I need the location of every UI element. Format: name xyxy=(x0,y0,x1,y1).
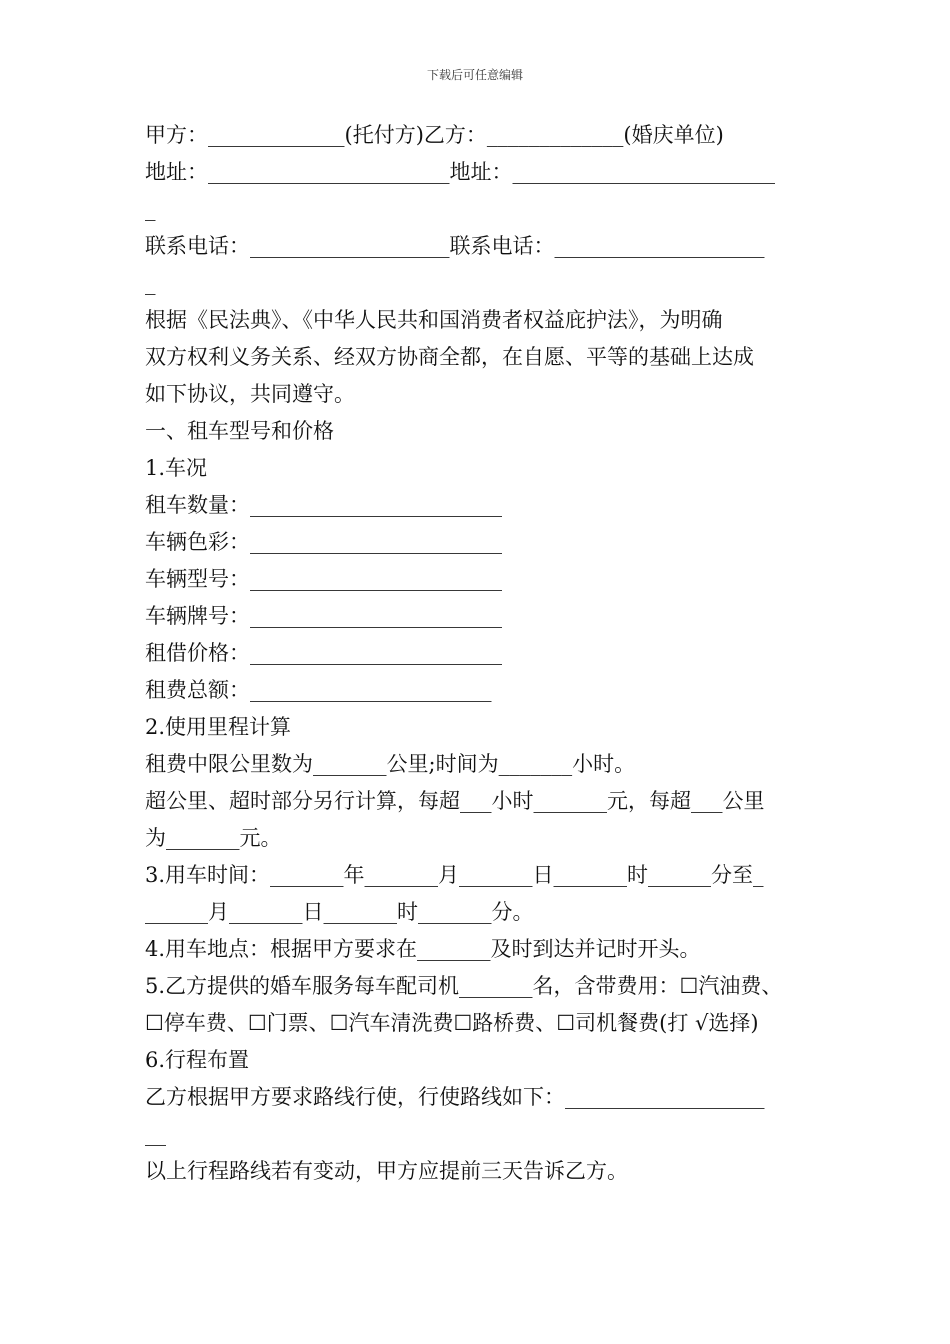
field-total-fee: 租费总额：_______________________ xyxy=(145,678,492,702)
field-rental-price: 租借价格：________________________ xyxy=(145,641,502,665)
field-license-plate: 车辆牌号：________________________ xyxy=(145,604,502,628)
page-header-note: 下载后可任意编辑 xyxy=(426,68,523,82)
field-rental-quantity: 租车数量：________________________ xyxy=(145,493,502,517)
overtime-line-1: 超公里、超时部分另行计算，每超___小时_______元，每超___公里 xyxy=(145,789,765,813)
field-vehicle-color: 车辆色彩：________________________ xyxy=(145,530,502,554)
phone-line: 联系电话：___________________联系电话：____________________ xyxy=(145,234,765,258)
subsection-itinerary: 6.行程布置 xyxy=(145,1048,250,1072)
subsection-mileage: 2.使用里程计算 xyxy=(145,715,292,739)
service-fees-line-1: 5.乙方提供的婚车服务每车配司机_______名，含带费用：☐汽油费、 xyxy=(145,974,783,998)
preamble-line-1: 根据《民法典》、《中华人民共和国消费者权益庇护法》，为明确 xyxy=(145,308,723,332)
route-line-overflow: __ xyxy=(145,1122,166,1146)
section-heading-1: 一、租车型号和价格 xyxy=(145,419,334,443)
party-a-b-line: 甲方：_____________(托付方)乙方：_____________(婚庆单位) xyxy=(145,123,724,147)
route-change-notice: 以上行程路线若有变动，甲方应提前三天告诉乙方。 xyxy=(145,1159,628,1183)
preamble-line-2: 双方权利义务关系、经双方协商全都，在自愿、平等的基础上达成 xyxy=(145,345,754,369)
service-fees-line-2: ☐停车费、☐门票、☐汽车清洗费☐路桥费、☐司机餐费(打 √选择) xyxy=(145,1011,759,1035)
usage-time-line-1: 3.用车时间：_______年_______月_______日_______时______分至_ xyxy=(145,863,764,887)
overtime-line-2: 为_______元。 xyxy=(145,826,282,850)
usage-time-line-2: ______月_______日_______时_______分。 xyxy=(145,900,534,924)
phone-line-overflow: _ xyxy=(145,271,156,295)
address-line-overflow: _ xyxy=(145,197,156,221)
mileage-limit-line: 租费中限公里数为_______公里;时间为_______小时。 xyxy=(145,752,636,776)
address-line: 地址：_______________________地址：_________________________ xyxy=(145,160,775,184)
usage-location-line: 4.用车地点：根据甲方要求在_______及时到达并记时开头。 xyxy=(145,937,701,961)
field-vehicle-model: 车辆型号：________________________ xyxy=(145,567,502,591)
contract-body xyxy=(145,117,815,1190)
preamble-line-3: 如下协议，共同遵守。 xyxy=(145,382,355,406)
subsection-vehicle-condition: 1.车况 xyxy=(145,456,208,480)
route-line: 乙方根据甲方要求路线行使，行使路线如下：___________________ xyxy=(145,1085,765,1109)
